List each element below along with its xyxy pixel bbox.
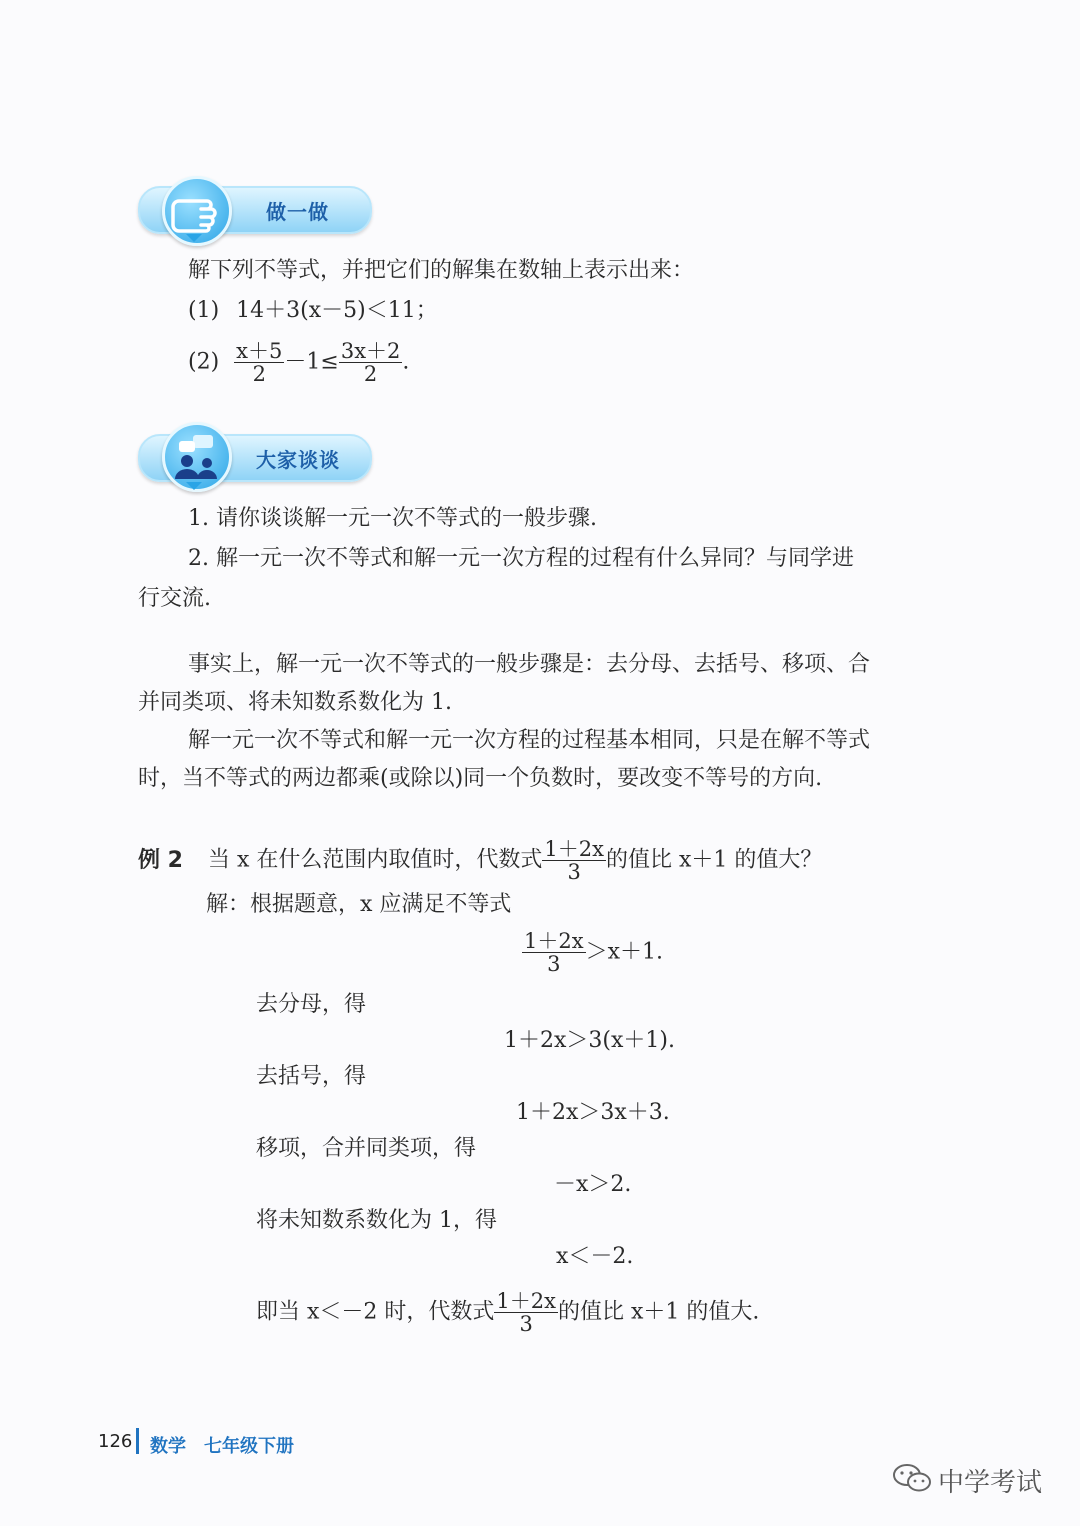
wechat-icon — [892, 1462, 932, 1498]
discussion-1: 1. 请你谈谈解一元一次不等式的一般步骤. — [188, 506, 597, 531]
book-title: 数学 七年级下册 — [150, 1436, 294, 1457]
fraction-denominator: 3 — [567, 860, 581, 884]
footer-divider — [136, 1428, 139, 1454]
fraction — [339, 340, 403, 385]
step-4: 将未知数系数化为 1，得 — [256, 1208, 497, 1233]
header-pointer-icon — [186, 234, 202, 242]
fraction-numerator: 1＋2x — [524, 929, 584, 953]
fraction-numerator: 1＋2x — [496, 1289, 556, 1313]
exercise-2-label: (2) — [188, 349, 220, 375]
conclusion-post: 的值比 x＋1 的值大. — [557, 1299, 760, 1325]
exercise-2-end: . — [402, 349, 410, 375]
fraction-numerator: x＋5 — [236, 339, 283, 363]
section-title: 大家谈谈 — [256, 448, 340, 472]
exercise-2-mid: －1≤ — [284, 349, 339, 375]
paragraph-2a: 解一元一次不等式和解一元一次方程的过程基本相同，只是在解不等式 — [188, 728, 871, 753]
page-number: 126 — [98, 1431, 133, 1452]
equation-2: 1＋2x＞3(x＋1). — [504, 1028, 675, 1053]
equation-3: 1＋2x＞3x＋3. — [516, 1100, 670, 1125]
instruction-text: 解下列不等式，并把它们的解集在数轴上表示出来： — [188, 258, 695, 283]
fraction-numerator: 1＋2x — [544, 837, 604, 861]
conclusion-pre: 即当 x＜－2 时，代数式 — [256, 1299, 495, 1325]
fraction-numerator: 3x＋2 — [340, 339, 401, 363]
fraction-denominator: 2 — [252, 362, 266, 386]
fraction — [494, 1290, 558, 1335]
fraction — [234, 340, 284, 385]
exercise-2 — [188, 340, 409, 385]
question-post: 的值比 x＋1 的值大？ — [605, 847, 823, 873]
paragraph-1a: 事实上，解一元一次不等式的一般步骤是：去分母、去括号、移项、合 — [188, 652, 871, 677]
equation-1 — [522, 930, 663, 975]
fraction-denominator: 2 — [363, 362, 378, 386]
fraction — [522, 930, 586, 975]
fraction-denominator: 3 — [547, 952, 561, 976]
paragraph-2b: 时，当不等式的两边都乘(或除以)同一个负数时，要改变不等号的方向. — [138, 766, 823, 791]
example-label: 例 2 — [138, 847, 183, 873]
fraction — [542, 838, 606, 883]
fraction-denominator: 3 — [519, 1312, 533, 1336]
discussion-2a: 2. 解一元一次不等式和解一元一次方程的过程有什么异同？与同学进 — [188, 546, 854, 571]
conclusion — [256, 1290, 759, 1335]
step-3: 移项，合并同类项，得 — [256, 1136, 477, 1161]
equation-4: －x＞2. — [554, 1172, 632, 1197]
step-2: 去括号，得 — [256, 1064, 367, 1089]
question-pre: 当 x 在什么范围内取值时，代数式 — [207, 847, 543, 873]
section-title: 做一做 — [266, 200, 329, 224]
discussion-2b: 行交流. — [138, 586, 211, 611]
watermark-text: 中学考试 — [938, 1468, 1043, 1498]
exercise-1 — [188, 296, 438, 326]
step-1: 去分母，得 — [256, 992, 367, 1017]
header-pointer-icon — [186, 482, 202, 490]
solution-intro: 解：根据题意，x 应满足不等式 — [206, 892, 512, 917]
paragraph-1b: 并同类项、将未知数系数化为 1. — [138, 690, 452, 715]
equation-1-rhs: ＞x＋1. — [585, 939, 663, 965]
example-question — [138, 838, 822, 883]
exercise-1-label: (1) — [188, 298, 220, 323]
exercise-1-expr: 14＋3(x－5)＜11； — [236, 298, 438, 323]
equation-5: x＜－2. — [556, 1244, 634, 1269]
